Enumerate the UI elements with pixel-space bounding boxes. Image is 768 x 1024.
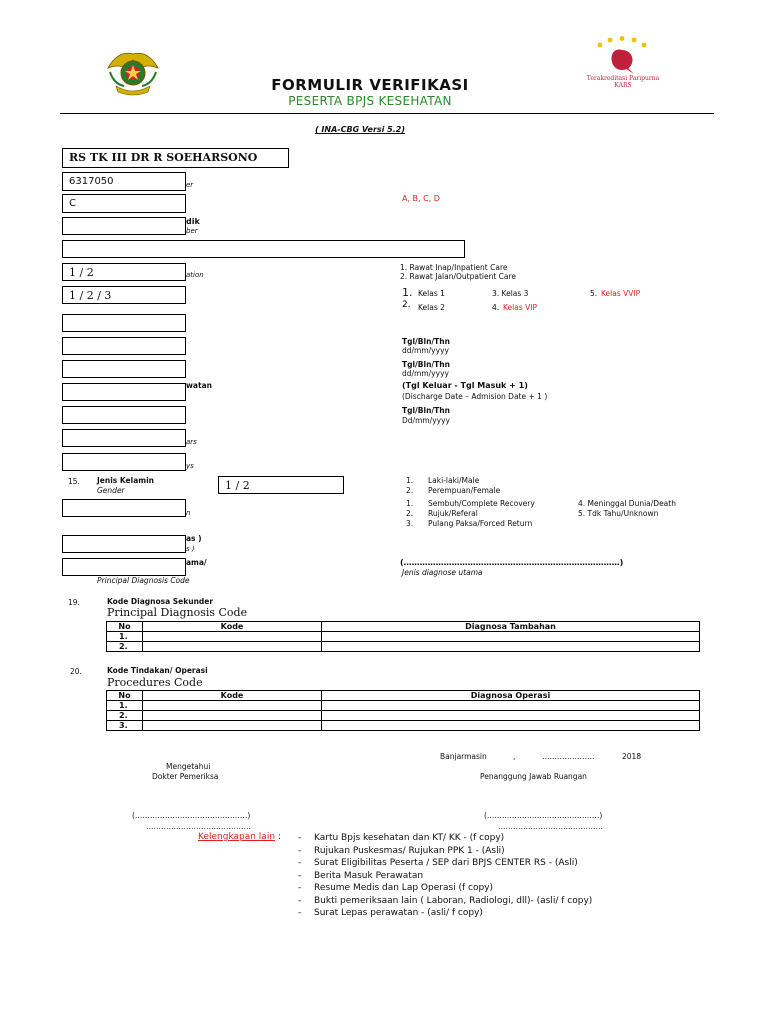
gender-opt1: Laki-laki/Male bbox=[428, 476, 480, 485]
field-label-fragment: ama/ bbox=[186, 558, 207, 567]
gender-opt1-number: 1. bbox=[406, 476, 414, 485]
left-signature-title: Mengetahui bbox=[166, 762, 211, 771]
accreditation-sub: KARS bbox=[614, 82, 632, 89]
col-kode: Kode bbox=[143, 622, 322, 632]
principal-diagnosis-field[interactable] bbox=[62, 558, 186, 576]
left-signature-id[interactable]: …………………………………… bbox=[146, 822, 251, 831]
header-divider bbox=[60, 113, 714, 114]
gender-opt2-number: 2. bbox=[406, 486, 414, 495]
care-class-field[interactable]: 1 / 2 / 3 bbox=[62, 286, 186, 304]
row-number: 3. bbox=[107, 721, 143, 731]
left-signature-name[interactable]: (………………………………………) bbox=[132, 811, 251, 820]
class-2-number: 2. bbox=[402, 300, 411, 310]
discharge-opt4: 4. Meninggal Dunia/Death bbox=[578, 499, 676, 508]
principal-diagnosis-caption: Jenis diagnose utama bbox=[402, 568, 483, 577]
table-row bbox=[107, 642, 700, 652]
birth-date-format: Dd/mm/yyyy bbox=[402, 416, 450, 425]
secondary-label: Kode Diagnosa Sekunder bbox=[107, 597, 214, 606]
col-diagnosa-operasi: Diagnosa Operasi bbox=[322, 691, 700, 701]
discharge-date-field[interactable] bbox=[62, 360, 186, 378]
signature-date-dots: ………………… bbox=[542, 752, 595, 761]
age-years-field[interactable] bbox=[62, 429, 186, 447]
birth-date-field[interactable] bbox=[62, 406, 186, 424]
accreditation-logo bbox=[578, 36, 668, 92]
gender-label-en: Gender bbox=[97, 486, 125, 495]
col-no: No bbox=[107, 691, 143, 701]
signature-place: Banjarmasin bbox=[440, 752, 487, 761]
row-number: 2. bbox=[107, 711, 143, 721]
class-4-label: Kelas VIP bbox=[503, 303, 537, 312]
table-row bbox=[107, 711, 700, 721]
gender-opt2: Perempuan/Female bbox=[428, 486, 501, 495]
list-item: - Bukti pemeriksaan lain ( Laboran, Radiologi, dll)- (asli/ f copy) bbox=[298, 895, 593, 906]
list-item: - Resume Medis dan Lap Operasi (f copy) bbox=[298, 883, 494, 893]
class-1-number: 1. bbox=[402, 286, 413, 299]
col-no: No bbox=[107, 622, 143, 632]
code-cell[interactable] bbox=[143, 721, 322, 731]
procedures-table bbox=[106, 690, 700, 731]
field-label-fragment: dik bbox=[186, 217, 200, 226]
principal-diagnosis-dots: (………………………………………………………………………) bbox=[400, 558, 624, 567]
code-cell[interactable] bbox=[143, 642, 322, 652]
procedure-cell[interactable] bbox=[322, 721, 700, 731]
code-cell[interactable] bbox=[143, 632, 322, 642]
accreditation-text: Terakreditasi Paripurna bbox=[586, 75, 660, 82]
field-label-fragment: ars bbox=[186, 438, 197, 446]
class-2-label: Kelas 2 bbox=[418, 303, 445, 312]
table-row bbox=[107, 632, 700, 642]
procedures-label: Kode Tindakan/ Operasi bbox=[107, 666, 208, 675]
discharge-opt1: Sembuh/Complete Recovery bbox=[428, 499, 535, 508]
id-number-field[interactable] bbox=[62, 217, 186, 235]
hospital-code-field[interactable]: 6317050 bbox=[62, 172, 186, 191]
gender-label: Jenis Kelamin bbox=[97, 476, 154, 485]
admission-date-label: Tgl/Bln/Thn bbox=[402, 337, 450, 346]
attachments-label bbox=[198, 832, 281, 842]
list-item: - Berita Masuk Perawatan bbox=[298, 870, 424, 881]
field-label-fragment: er bbox=[186, 181, 194, 189]
age-days-field[interactable] bbox=[62, 453, 186, 471]
field-label-fragment: watan bbox=[186, 381, 212, 390]
right-signature-role: Penanggung Jawab Ruangan bbox=[480, 772, 587, 781]
list-item: - Surat Lepas perawatan - (asli/ f copy) bbox=[298, 908, 483, 918]
attachments-label-text: Kelengkapan lain bbox=[198, 832, 276, 842]
signature-comma: , bbox=[513, 752, 516, 761]
table-row bbox=[107, 721, 700, 731]
discharge-opt2-number: 2. bbox=[406, 509, 414, 518]
secondary-number: 19. bbox=[68, 598, 80, 607]
discharge-opt3: Pulang Paksa/Forced Return bbox=[428, 519, 533, 528]
left-signature-role: Dokter Pemeriksa bbox=[152, 772, 219, 781]
principal-diagnosis-label-en: Principal Diagnosis Code bbox=[97, 576, 190, 585]
procedures-number: 20. bbox=[70, 667, 82, 676]
diagnosis-cell[interactable] bbox=[322, 632, 700, 642]
class-4-number: 4. bbox=[492, 303, 500, 312]
class-3-label: 3. Kelas 3 bbox=[492, 289, 529, 298]
care-type-field[interactable]: 1 / 2 bbox=[62, 263, 186, 281]
care-type-option-1: 1. Rawat Inap/Inpatient Care bbox=[400, 263, 508, 272]
field-label-fragment: ation bbox=[186, 271, 204, 279]
discharge-opt2: Rujuk/Referal bbox=[428, 509, 478, 518]
procedure-cell[interactable] bbox=[322, 711, 700, 721]
class-1-label: Kelas 1 bbox=[418, 289, 445, 298]
right-signature-id[interactable]: …………………………………… bbox=[498, 822, 603, 831]
col-diagnosa-tambahan: Diagnosa Tambahan bbox=[322, 622, 700, 632]
blank-field-1[interactable] bbox=[62, 314, 186, 332]
care-type-option-2: 2. Rawat Jalan/Outpatient Care bbox=[400, 272, 517, 281]
list-item: - Kartu Bpjs kesehatan dan KT/ KK - (f copy) bbox=[298, 833, 505, 843]
code-cell[interactable] bbox=[143, 701, 322, 711]
admission-date-format: dd/mm/yyyy bbox=[402, 346, 449, 355]
hospital-class-field[interactable]: C bbox=[62, 194, 186, 213]
code-cell[interactable] bbox=[143, 711, 322, 721]
form-title: FORMULIR VERIFIKASI bbox=[271, 76, 469, 94]
table-row bbox=[107, 701, 700, 711]
gender-number: 15. bbox=[68, 477, 80, 486]
attachments-colon: : bbox=[277, 832, 281, 842]
class-options: A, B, C, D bbox=[402, 194, 440, 203]
hospital-name-field[interactable]: RS TK III DR R SOEHARSONO bbox=[62, 148, 289, 168]
list-item: - Rujukan Puskesmas/ Rujukan PPK 1 - (Asli) bbox=[298, 845, 505, 856]
secondary-diagnosis-table bbox=[106, 621, 700, 652]
list-item: - Surat Eligibilitas Peserta / SEP dari BPJS CENTER RS - (Asli) bbox=[298, 858, 578, 868]
class-5-label: Kelas VVIP bbox=[601, 289, 641, 298]
field-label-fragment: s ) bbox=[186, 545, 195, 553]
birth-weight-field[interactable] bbox=[62, 535, 186, 553]
admission-date-field[interactable] bbox=[62, 337, 186, 355]
field-label-fragment: ys bbox=[186, 462, 194, 470]
discharge-opt1-number: 1. bbox=[406, 499, 414, 508]
discharge-status-field[interactable] bbox=[62, 499, 186, 517]
diagnosis-cell[interactable] bbox=[322, 642, 700, 652]
field-label-fragment: ber bbox=[186, 227, 198, 235]
military-emblem-logo bbox=[104, 46, 162, 98]
field-label-fragment: as ) bbox=[186, 534, 202, 543]
row-number: 1. bbox=[107, 632, 143, 642]
row-number: 1. bbox=[107, 701, 143, 711]
gender-field[interactable]: 1 / 2 bbox=[218, 476, 344, 494]
procedures-label-en: Procedures Code bbox=[107, 676, 203, 689]
row-number: 2. bbox=[107, 642, 143, 652]
los-formula-en: (Discharge Date – Admision Date + 1 ) bbox=[402, 392, 548, 401]
procedure-cell[interactable] bbox=[322, 701, 700, 711]
right-signature-name[interactable]: (………………………………………) bbox=[484, 811, 603, 820]
attachments-list bbox=[298, 832, 592, 920]
col-kode: Kode bbox=[143, 691, 322, 701]
length-of-stay-field[interactable] bbox=[62, 383, 186, 401]
discharge-opt3-number: 3. bbox=[406, 519, 414, 528]
birth-date-label: Tgl/Bln/Thn bbox=[402, 406, 450, 415]
discharge-date-label: Tgl/Bln/Thn bbox=[402, 360, 450, 369]
patient-name-field[interactable] bbox=[62, 240, 465, 258]
signature-year: 2018 bbox=[622, 752, 642, 761]
form-subtitle: PESERTA BPJS KESEHATAN bbox=[288, 94, 452, 108]
class-5-number: 5. bbox=[590, 289, 598, 298]
field-label-fragment: n bbox=[186, 509, 191, 517]
discharge-opt5: 5. Tdk Tahu/Unknown bbox=[578, 509, 659, 518]
version-label: ( INA-CBG Versi 5.2) bbox=[314, 125, 406, 134]
secondary-label-en: Principal Diagnosis Code bbox=[107, 606, 248, 619]
discharge-date-format: dd/mm/yyyy bbox=[402, 369, 449, 378]
los-formula: (Tgl Keluar - Tgl Masuk + 1) bbox=[402, 381, 528, 390]
